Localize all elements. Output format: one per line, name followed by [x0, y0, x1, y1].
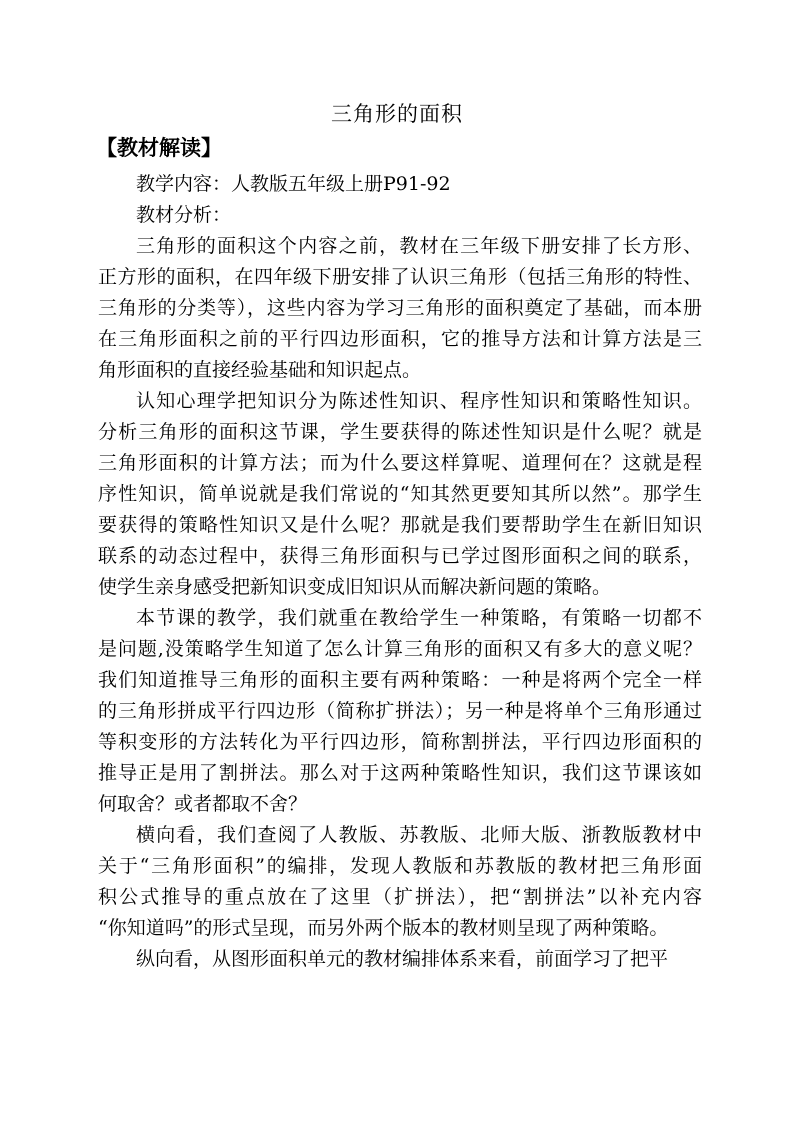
paragraph	[98, 603, 702, 820]
paragraph-line: 正方形的面积，在四年级下册安排了认识三角形（包括三角形的特性、	[98, 266, 702, 288]
paragraph	[98, 820, 702, 944]
paragraph-line: 何取舍？或者都取不舍？	[98, 793, 308, 815]
paragraph-line: 三角形面积的计算方法；而为什么要这样算呢、道理何在？这就是程	[98, 452, 702, 474]
paragraph-line: 认知心理学把知识分为陈述性知识、程序性知识和策略性知识。	[136, 390, 702, 412]
paragraph-line: 是问题,没策略学生知道了怎么计算三角形的面积又有多大的意义呢？	[98, 638, 702, 660]
document-title: 三角形的面积	[331, 102, 463, 126]
textbook-analysis-label: 教材分析：	[136, 204, 232, 226]
paragraph-line: 推导正是用了割拼法。那么对于这两种策略性知识，我们这节课该如	[98, 762, 702, 784]
paragraph-line: 积公式推导的重点放在了这里（扩拼法），把“割拼法”以补充内容	[98, 886, 702, 908]
paragraph-line: 角形面积的直接经验基础和知识起点。	[98, 359, 422, 381]
paragraph-line: 我们知道推导三角形的面积主要有两种策略：一种是将两个完全一样	[98, 669, 702, 691]
analysis-paragraphs	[98, 231, 702, 975]
paragraph-line: “你知道吗”的形式呈现，而另外两个版本的教材则呈现了两种策略。	[98, 917, 669, 939]
paragraph	[98, 386, 702, 603]
section-heading: 【教材解读】	[96, 136, 222, 160]
paragraph-line: 要获得的策略性知识又是什么呢？那就是我们要帮助学生在新旧知识	[98, 514, 702, 536]
paragraph-line: 联系的动态过程中，获得三角形面积与已学过图形面积之间的联系，	[98, 545, 702, 567]
paragraph-line: 纵向看，从图形面积单元的教材编排体系来看，前面学习了把平	[136, 948, 669, 970]
paragraph-line: 分析三角形的面积这节课，学生要获得的陈述性知识是什么呢？就是	[98, 421, 702, 443]
paragraph-line: 等积变形的方法转化为平行四边形，简称割拼法，平行四边形面积的	[98, 731, 702, 753]
teaching-content-line: 教学内容：人教版五年级上册P91-92	[136, 173, 451, 195]
paragraph-line: 的三角形拼成平行四边形（简称扩拼法）；另一种是将单个三角形通过	[98, 700, 702, 722]
paragraph-line: 使学生亲身感受把新知识变成旧知识从而解决新问题的策略。	[98, 576, 612, 598]
paragraph-line: 横向看，我们查阅了人教版、苏教版、北师大版、浙教版教材中	[136, 824, 702, 846]
paragraph-line: 三角形的面积这个内容之前，教材在三年级下册安排了长方形、	[136, 235, 702, 257]
paragraph-line: 三角形的分类等），这些内容为学习三角形的面积奠定了基础，而本册	[98, 297, 702, 319]
paragraph-line: 在三角形面积之前的平行四边形面积，它的推导方法和计算方法是三	[98, 328, 702, 350]
document-body	[98, 169, 702, 975]
paragraph-line: 本节课的教学，我们就重在教给学生一种策略，有策略一切都不	[136, 607, 702, 629]
paragraph-line: 关于“三角形面积”的编排，发现人教版和苏教版的教材把三角形面	[98, 855, 702, 877]
paragraph	[98, 944, 702, 975]
paragraph-line: 序性知识，简单说就是我们常说的“知其然更要知其所以然”。那学生	[98, 483, 702, 505]
paragraph	[98, 231, 702, 386]
